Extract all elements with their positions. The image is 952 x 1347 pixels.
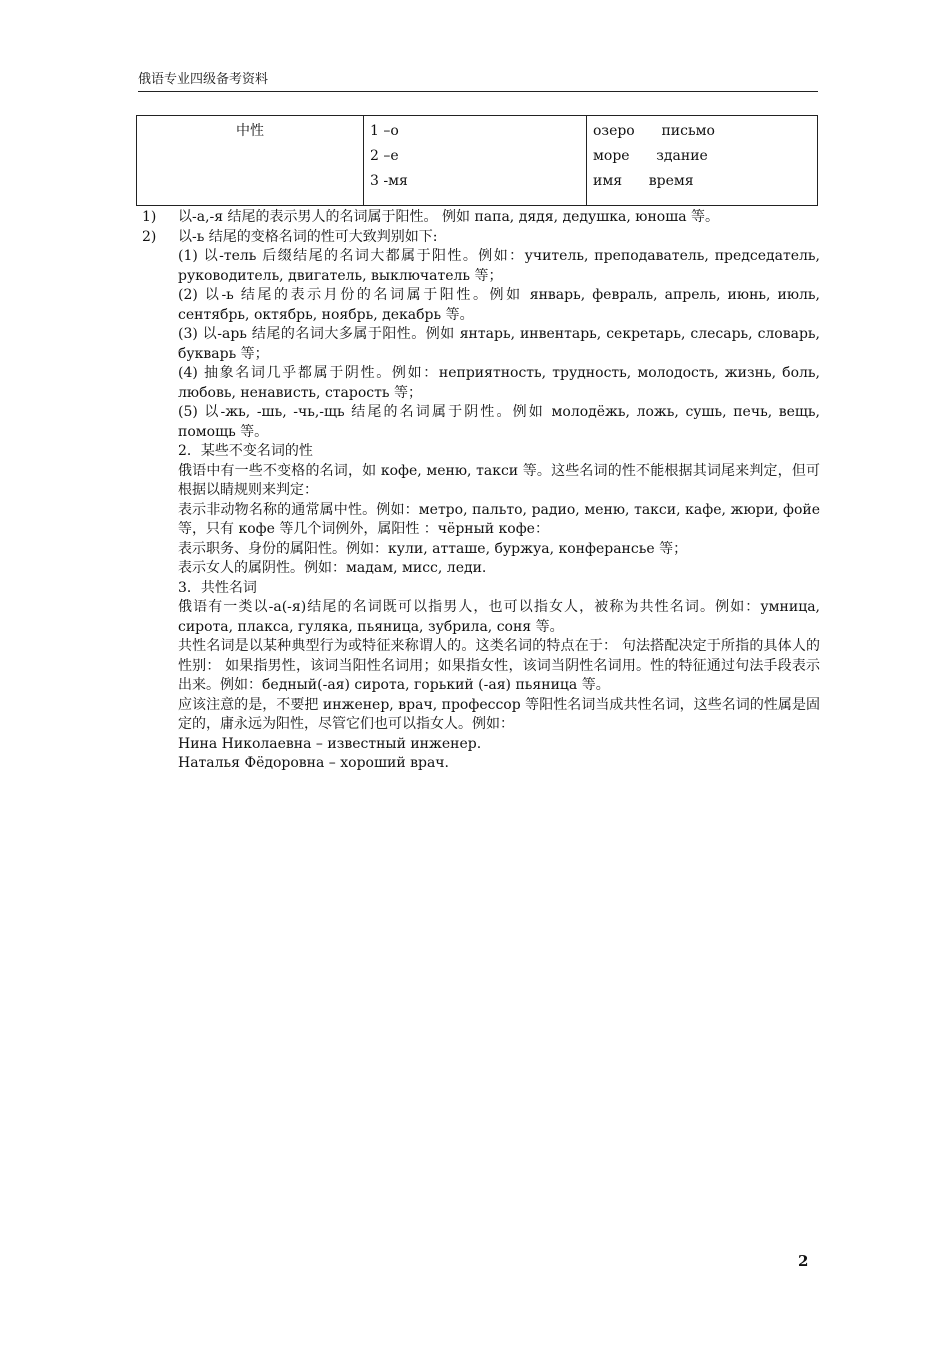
running-header (138, 72, 818, 92)
sub-item-3: (3) 以-арь 结尾的名词大多属于阳性。例如 янтарь, инвентарь, секретарь, слесарь, словарь, букварь 等； (178, 326, 820, 362)
paragraph-4: 表示女人的属阴性。例如：мадам, мисс, леди. (178, 560, 487, 576)
paragraph-2: 表示非动物名称的通常属中性。例如：метро, пальто, радио, меню, такси, кафе, жюри, фойе 等，只有 кофе 等几个词例外，属阳性 ：чёрный кофе： (178, 501, 820, 537)
example-sentence-2: Наталья Фёдоровна – хороший врач. (178, 755, 449, 771)
gender-label: 中性 (236, 123, 264, 139)
sub-item-5: (5) 以-жь, -шь, -чь,-щь 结尾的名词属于阴性。例如 молодёжь, ложь, сушь, печь, вещь, помощь 等。 (178, 404, 820, 440)
item-text: 以-ь 结尾的变格名词的性可大致判别如下: (178, 228, 438, 245)
example-2: море здание (593, 148, 708, 164)
section-heading-3: 3．共性名词 (178, 579, 257, 596)
example-3: имя время (593, 173, 694, 189)
table-row (137, 116, 818, 206)
ending-2: 2 –е (370, 148, 399, 164)
gender-table (136, 115, 818, 206)
item-number: 1) (142, 209, 157, 225)
list-item (136, 208, 820, 228)
ending-1: 1 –о (370, 123, 399, 139)
sub-item-1: (1) 以-тель 后缀结尾的名词大都属于阳性。例如：учитель, преподаватель, председатель, руководитель, двигатель, выключатель 等； (178, 248, 820, 284)
example-1: озеро письмо (593, 123, 715, 139)
item-text: 以-а,-я 结尾的表示男人的名词属于阳性。 例如 папа, дядя, дедушка, юноша 等。 (178, 209, 720, 225)
example-sentence-1: Нина Николаевна – известный инженер. (178, 735, 482, 752)
paragraph-3: 表示职务、身份的属阳性。例如：кули, атташе, буржуа, конферансье 等； (178, 540, 688, 557)
page-number: 2 (798, 1252, 809, 1270)
ending-3: 3 -мя (370, 173, 408, 189)
header-title: 俄语专业四级备考资料 (138, 72, 269, 87)
sub-item-2: (2) 以-ь 结尾的表示月份的名词属于阳性。例如 январь, февраль, апрель, июнь, июль, сентябрь, октябрь, ноябрь, декабрь 等。 (178, 287, 820, 323)
examples-cell (587, 116, 818, 206)
list-item (136, 228, 820, 248)
endings-cell (364, 116, 587, 206)
section-heading-2: 2．某些不变名词的性 (178, 443, 313, 459)
paragraph-1: 俄语中有一些不变格的名词，如 кофе, меню, такси 等。这些名词的性不能根据其词尾来判定，但可根据以睛规则来判定： (178, 462, 820, 498)
paragraph-5: 俄语有一类以-а(-я)结尾的名词既可以指男人，也可以指女人，被称为共性名词。例如：умница, сирота, плакса, гуляка, пьяница, зубрила, соня 等。 (178, 599, 820, 635)
sub-item-4: (4) 抽象名词几乎都属于阴性。例如：неприятность, трудность, молодость, жизнь, боль, любовь, ненависть, старость 等； (178, 365, 820, 401)
item-number: 2) (142, 228, 157, 245)
paragraph-7: 应该注意的是，不要把 инженер, врач, профессор 等阳性名词当成共性名词，这些名词的性属是固定的，庸永远为阳性，尽管它们也可以指女人。例如： (178, 696, 820, 732)
body-text (136, 208, 820, 774)
gender-cell (137, 116, 364, 206)
paragraph-6: 共性名词是以某种典型行为或特征来称谓人的。这类名词的特点在于： 句法搭配决定于所指的具体人的性别： 如果指男性，该词当阳性名词用；如果指女性，该词当阴性名词用。性的特征通过句法手段表示出来。例如：бедный(-ая) сирота, горький (-ая) пьяница 等。 (178, 638, 820, 693)
